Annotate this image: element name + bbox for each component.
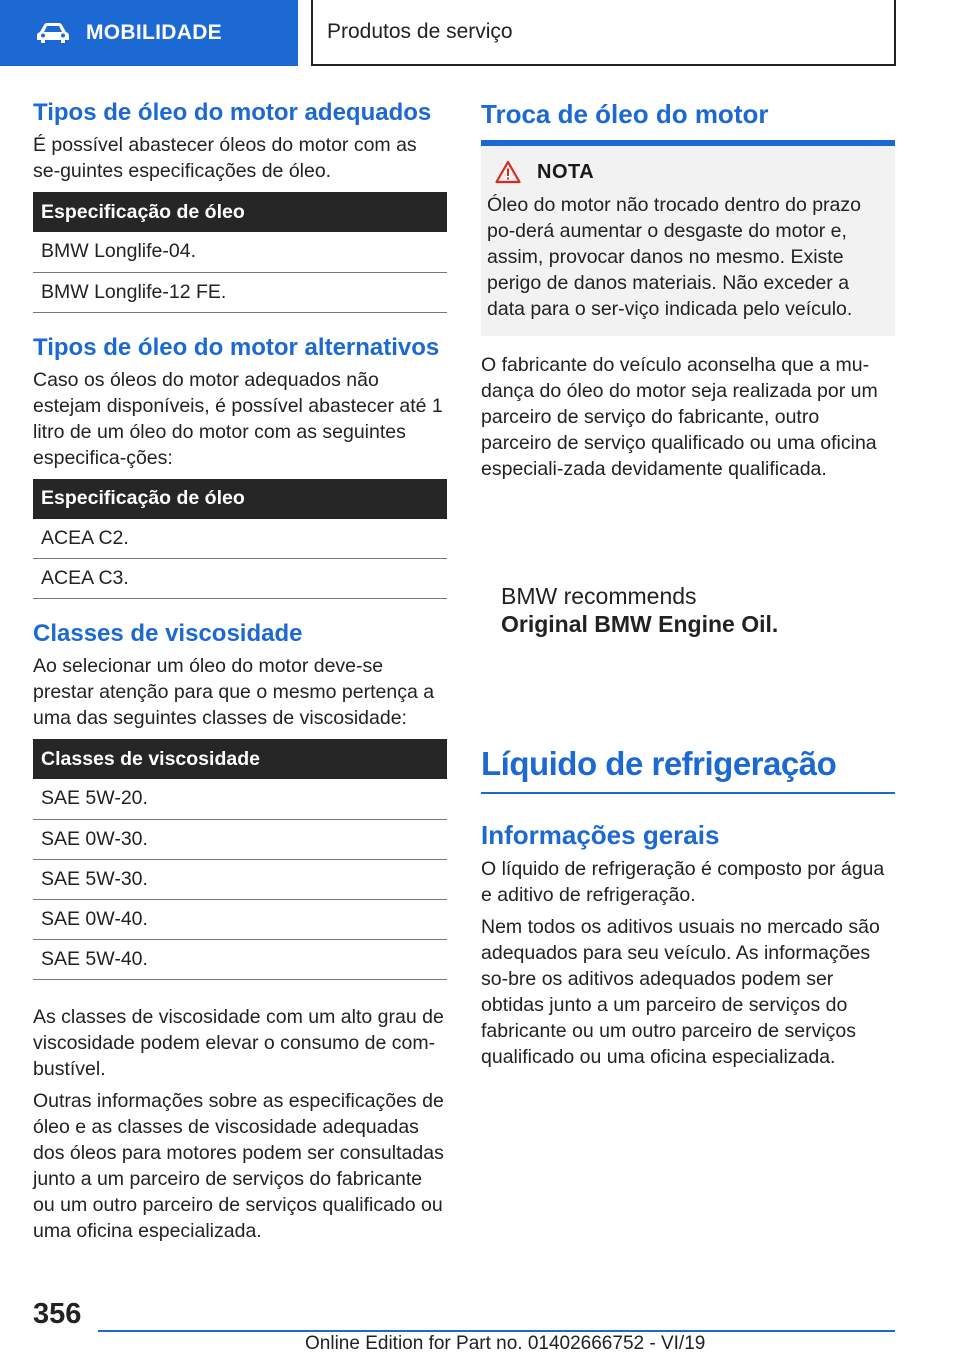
table-row: BMW Longlife-04.: [33, 232, 447, 272]
viscosity-text: Ao selecionar um óleo do motor deve-se prestar atenção para que o mesmo pertença a uma das seguintes classes de viscosidade:: [33, 655, 435, 729]
chapter-title: Produtos de serviço: [311, 0, 896, 66]
note-title: NOTA: [537, 160, 595, 183]
table-row: SAE 0W-40.: [33, 899, 447, 939]
coolant-composition-text: O líquido de refrigeração é composto por água e aditivo de refrigeração.: [481, 858, 885, 906]
alternative-oils-text: Caso os óleos do motor adequados não estejam disponíveis, é possível abastecer até 1 litro de um óleo do motor com as seguintes especifica-ções:: [33, 368, 443, 469]
table-row: SAE 5W-30.: [33, 859, 447, 899]
heading-coolant: Líquido de refrigeração: [481, 744, 895, 794]
alt-oil-spec-table: [33, 479, 447, 600]
oil-spec-table: [33, 192, 447, 313]
table-header: Especificação de óleo: [33, 192, 447, 232]
right-column: [481, 98, 895, 1076]
table-row: SAE 0W-30.: [33, 819, 447, 859]
further-info-text: Outras informações sobre as especificações de óleo e as classes de viscosidade adequadas dos óleos para motores podem ser consultadas junto a um parceiro de serviços do fabricante ou um outro parceiro de serviços qualificado ou uma oficina especializada.: [33, 1089, 444, 1242]
table-row: SAE 5W-20.: [33, 779, 447, 819]
table-header: Classes de viscosidade: [33, 739, 447, 779]
note-box: [481, 146, 895, 336]
warning-triangle-icon: [495, 160, 521, 184]
heading-general-info: Informações gerais: [481, 820, 720, 850]
heading-alternative-oils: Tipos de óleo do motor alternativos: [33, 333, 440, 361]
footer-edition: Online Edition for Part no. 01402666752 - VI/19: [305, 1333, 706, 1354]
car-icon: [36, 22, 70, 44]
section-label: MOBILIDADE: [86, 21, 222, 44]
oil-change-text: O fabricante do veículo aconselha que a mu-dança do óleo do motor seja realizada por um parceiro de serviço do fabricante, outro parceiro de serviço qualificado ou uma oficina especiali-zada devidamente qualificada.: [481, 354, 878, 480]
page-number: 356: [33, 1298, 82, 1330]
heading-suitable-oils: Tipos de óleo do motor adequados: [33, 99, 432, 126]
left-column: [33, 98, 447, 1250]
table-row: BMW Longlife-12 FE.: [33, 272, 447, 312]
table-header: Especificação de óleo: [33, 479, 447, 519]
bmw-oil-banner: [501, 582, 895, 652]
table-row: ACEA C2.: [33, 519, 447, 559]
banner-line-2: Original BMW Engine Oil.: [501, 611, 779, 637]
table-row: SAE 5W-40.: [33, 939, 447, 979]
banner-line-1: BMW recommends: [501, 583, 697, 609]
table-row: ACEA C3.: [33, 559, 447, 599]
note-text: Óleo do motor não trocado dentro do prazo po-derá aumentar o desgaste do motor e, assim, provocar danos no mesmo. Existe perigo de danos materiais. Não exceder a data para o ser-viço indicada pelo veículo.: [487, 194, 861, 320]
viscosity-consumption-text: As classes de viscosidade com um alto grau de viscosidade podem elevar o consumo de com-bustível.: [33, 1005, 444, 1080]
heading-viscosity: Classes de viscosidade: [33, 620, 303, 647]
section-tab[interactable]: [0, 0, 298, 66]
footer-divider: [98, 1330, 895, 1332]
coolant-additives-text: Nem todos os aditivos usuais no mercado são adequados para seu veículo. As informações so-bre os aditivos adequados podem ser obtidas junto a um parceiro de serviços do fabricante ou um outro parceiro de serviços qualificado ou uma oficina especializada.: [481, 916, 880, 1068]
viscosity-table: [33, 739, 447, 980]
suitable-oils-text: É possível abastecer óleos do motor com as se-guintes especificações de óleo.: [33, 134, 417, 182]
heading-oil-change: Troca de óleo do motor: [481, 98, 895, 146]
